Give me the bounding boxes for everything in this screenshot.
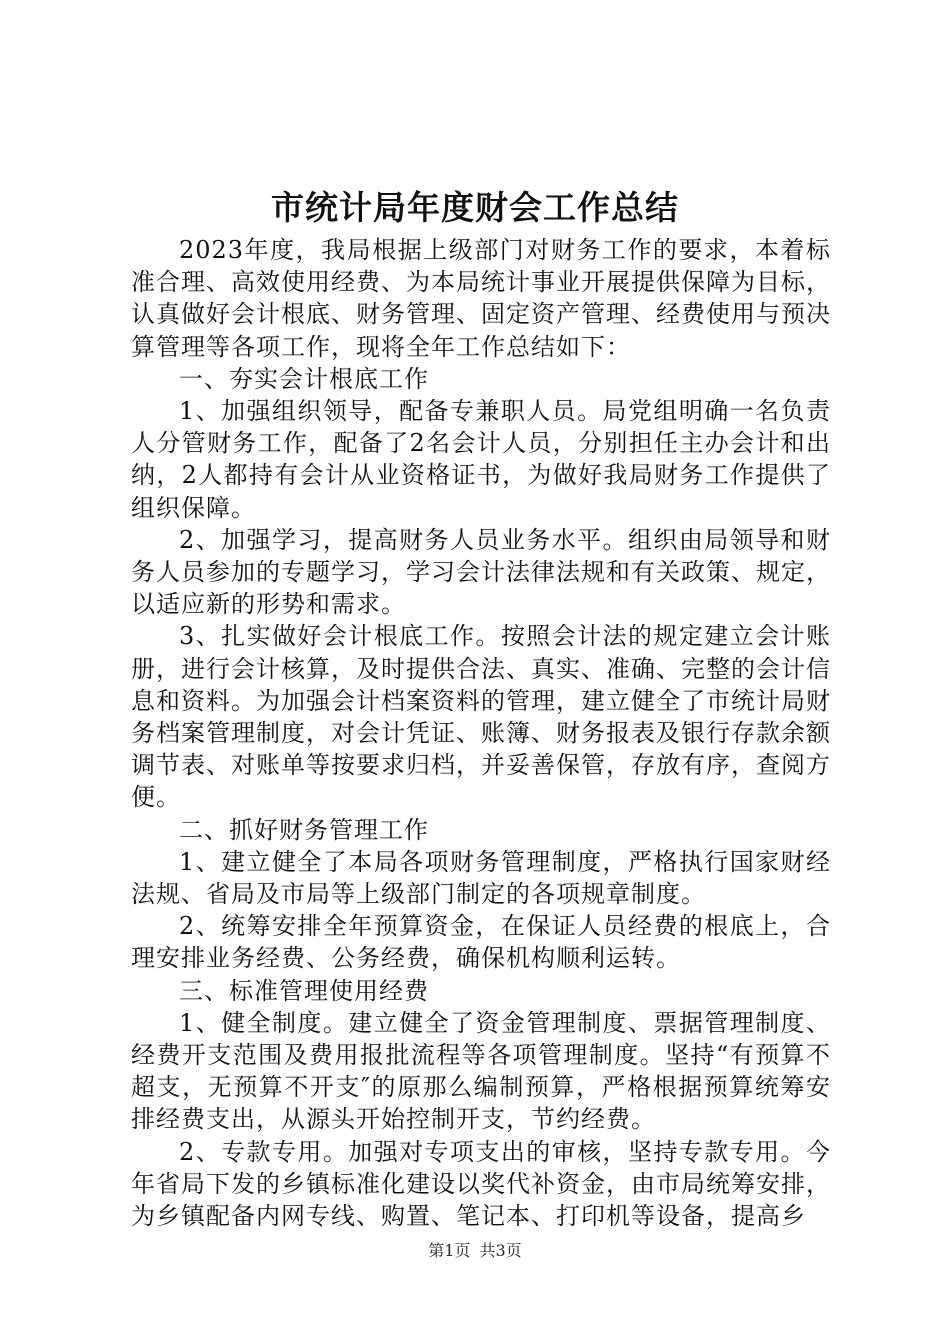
- section-1-paragraph-2: 2、加强学习，提高财务人员业务水平。组织由局领导和财务人员参加的专题学习，学习会计法律法规和有关政策、规定，以适应新的形势和需求。: [131, 525, 831, 619]
- page-total: 共3页: [479, 1241, 522, 1260]
- section-3-paragraph-1: 1、健全制度。建立健全了资金管理制度、票据管理制度、经费开支范围及费用报批流程等各项管理制度。坚持“有预算不超支，无预算不开支″的原那么编制预算，严格根据预算统筹安排经费支出，从源头开始控制开支，节约经费。: [131, 1008, 831, 1134]
- section-2-paragraph-1: 1、建立健全了本局各项财务管理制度，严格执行国家财经法规、省局及市局等上级部门制定的各项规章制度。: [131, 847, 831, 909]
- document-body: [131, 234, 831, 1232]
- section-heading-3: 三、标准管理使用经费: [179, 976, 429, 1005]
- section-1-paragraph-1: 1、加强组织领导，配备专兼职人员。局党组明确一名负责人分管财务工作，配备了2名会计人员，分别担任主办会计和出纳，2人都持有会计从业资格证书，为做好我局财务工作提供了组织保障。: [131, 397, 831, 522]
- section-heading-2: 二、抓好财务管理工作: [179, 815, 429, 844]
- section-3-paragraph-2: 2、专款专用。加强对专项支出的审核，坚持专款专用。今年省局下发的乡镇标准化建设以奖代补资金，由市局统筹安排，为乡镇配备内网专线、购置、笔记本、打印机等设备，提高乡: [131, 1137, 831, 1231]
- document-title: 市统计局年度财会工作总结: [271, 188, 679, 227]
- page-footer: [0, 1240, 950, 1262]
- intro-paragraph: 2023年度，我局根据上级部门对财务工作的要求，本着标准合理、高效使用经费、为本局统计事业开展提供保障为目标，认真做好会计根底、财务管理、固定资产管理、经费使用与预决算管理等各项工作，现将全年工作总结如下：: [131, 236, 831, 361]
- section-1-paragraph-3: 3、扎实做好会计根底工作。按照会计法的规定建立会计账册，进行会计核算，及时提供合法、真实、准确、完整的会计信息和资料。为加强会计档案资料的管理，建立健全了市统计局财务档案管理制度，对会计凭证、账簿、财务报表及银行存款余额调节表、对账单等按要求归档，并妥善保管，存放有序，查阅方便。: [131, 622, 831, 812]
- section-2-paragraph-2: 2、统筹安排全年预算资金，在保证人员经费的根底上，合理安排业务经费、公务经费，确保机构顺利运转。: [131, 912, 831, 973]
- section-heading-1: 一、夯实会计根底工作: [179, 364, 429, 393]
- page-number: 第1页: [428, 1241, 471, 1260]
